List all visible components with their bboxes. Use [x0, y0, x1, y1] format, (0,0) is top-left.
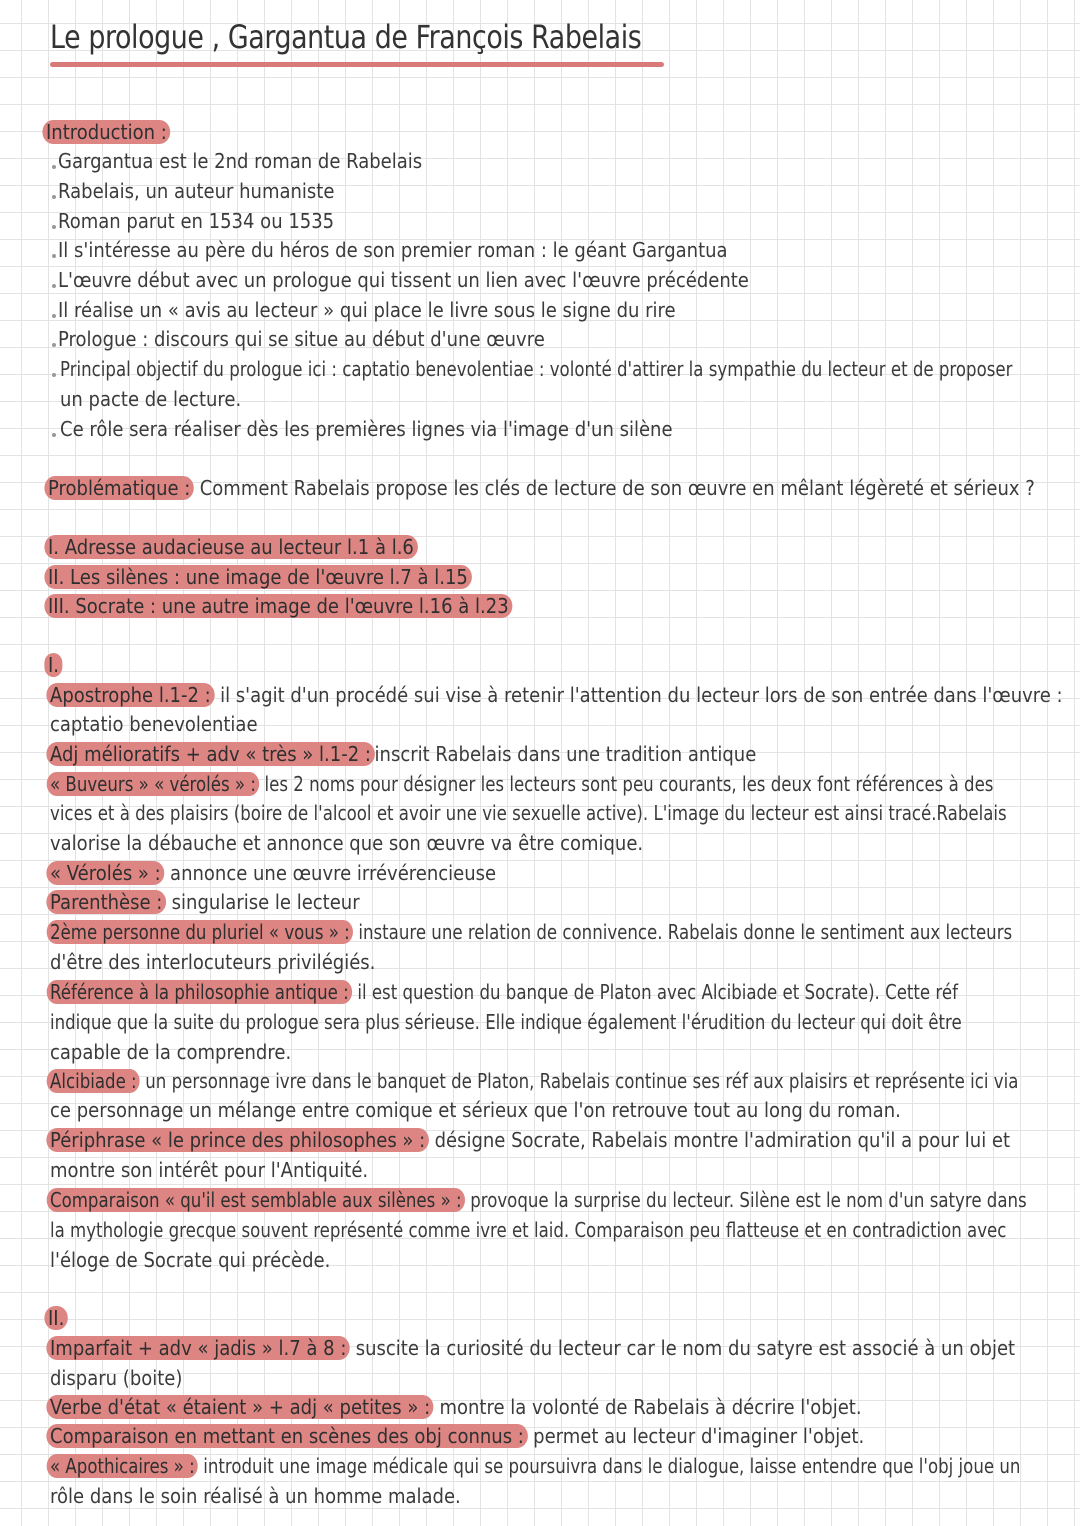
- page-title: Le prologue , Gargantua de François Rabelais: [50, 18, 642, 56]
- intro-item: Ce rôle sera réaliser dès les premières lignes via l'image d'un silène: [60, 417, 673, 441]
- part1-line: [50, 1008, 962, 1036]
- problematique-label: Problématique :: [44, 476, 194, 500]
- part2-line: [50, 1334, 1015, 1362]
- plan-item: [48, 533, 417, 561]
- intro-heading: [46, 118, 170, 146]
- part1-line: [50, 710, 258, 738]
- title-underline: [50, 62, 664, 67]
- line-text: montre la volonté de Rabelais à décrire l'objet.: [433, 1395, 862, 1419]
- line-text: inscrit Rabelais dans une tradition antique: [374, 742, 757, 766]
- bullet-icon: [52, 433, 56, 437]
- part1-heading: [48, 651, 63, 679]
- bullet-icon: [52, 165, 56, 169]
- term-highlight: Comparaison en mettant en scènes des obj connus :: [46, 1424, 527, 1448]
- intro-item: Prologue : discours qui se situe au début d'une œuvre: [58, 327, 545, 351]
- intro-item: Il réalise un « avis au lecteur » qui place le livre sous le signe du rire: [58, 298, 676, 322]
- intro-item: Principal objectif du prologue ici : captatio benevolentiae : volonté d'attirer la sympathie du lecteur et de proposer: [60, 357, 1013, 381]
- intro-item: Rabelais, un auteur humaniste: [58, 179, 335, 203]
- line-text: la mythologie grecque souvent représenté comme ivre et laid. Comparaison peu flatteuse et en contradiction avec: [50, 1218, 1007, 1242]
- line-text: rôle dans le soin réalisé à un homme malade.: [50, 1484, 461, 1508]
- part2-line: [50, 1452, 1020, 1480]
- line-text: montre son intérêt pour l'Antiquité.: [50, 1158, 369, 1182]
- line-text: introduit une image médicale qui se poursuivra dans le dialogue, laisse entendre que l'obj joue un: [197, 1454, 1021, 1478]
- line-text: les 2 noms pour désigner les lecteurs sont peu courants, les deux font références à des: [259, 772, 994, 796]
- line-text: capable de la comprendre.: [50, 1040, 292, 1064]
- part1-line: [50, 978, 958, 1006]
- line-text: disparu (boite): [50, 1366, 183, 1390]
- line-text: annonce une œuvre irrévérencieuse: [164, 861, 497, 885]
- term-highlight: Adj mélioratifs + adv « très » l.1-2 :: [46, 742, 374, 766]
- part1-heading-highlight: I.: [44, 653, 62, 677]
- part1-line: [50, 799, 1007, 827]
- part1-line: [50, 1067, 1018, 1095]
- term-highlight: Référence à la philosophie antique :: [47, 980, 352, 1004]
- line-text: indique que la suite du prologue sera plus sérieuse. Elle indique également l'érudition du lecteur qui doit être: [50, 1010, 962, 1034]
- line-text: provoque la surprise du lecteur. Silène est le nom d'un satyre dans: [464, 1188, 1027, 1212]
- part1-line: [50, 1126, 1010, 1154]
- intro-heading-highlight: Introduction :: [42, 120, 170, 144]
- line-text: d'être des interlocuteurs privilégiés.: [50, 950, 376, 974]
- part1-line: [50, 1096, 901, 1124]
- intro-item-continued: un pacte de lecture.: [60, 387, 242, 411]
- plan-item-highlight: III. Socrate : une autre image de l'œuvre l.16 à l.23: [44, 594, 512, 618]
- part1-line: [50, 770, 993, 798]
- part2-line: [50, 1422, 864, 1450]
- line-text: captatio benevolentiae: [50, 712, 258, 736]
- term-highlight: Verbe d'état « étaient » + adj « petites » :: [46, 1395, 433, 1419]
- term-highlight: 2ème personne du pluriel « vous » :: [47, 920, 353, 944]
- part1-line: [50, 859, 496, 887]
- bullet-icon: [52, 254, 56, 258]
- term-highlight: Comparaison « qu'il est semblable aux silènes » :: [47, 1188, 465, 1212]
- bullet-icon: [52, 314, 56, 318]
- bullet-icon: [52, 195, 56, 199]
- line-text: valorise la débauche et annonce que son œuvre va être comique.: [50, 831, 644, 855]
- line-text: suscite la curiosité du lecteur car le nom du satyre est associé à un objet: [349, 1336, 1016, 1360]
- line-text: un personnage ivre dans le banquet de Platon, Rabelais continue ses réf aux plaisirs et représente ici via: [139, 1069, 1019, 1093]
- term-highlight: Imparfait + adv « jadis » l.7 à 8 :: [46, 1336, 350, 1360]
- line-text: désigne Socrate, Rabelais montre l'admiration qu'il a pour lui et: [428, 1128, 1011, 1152]
- line-text: vices et à des plaisirs (boire de l'alcool et avoir une vie sexuelle active). L'image du lecteur est ainsi tracé.Rabelais: [50, 801, 1007, 825]
- intro-item: Roman parut en 1534 ou 1535: [58, 209, 335, 233]
- part1-line: [50, 1216, 1006, 1244]
- plan-item: [48, 563, 471, 591]
- part1-line: [50, 1186, 1027, 1214]
- line-text: il s'agit d'un procédé sui vise à retenir l'attention du lecteur lors de son entrée dans l'œuvre :: [214, 683, 1063, 707]
- line-text: instaure une relation de connivence. Rabelais donne le sentiment aux lecteurs: [353, 920, 1013, 944]
- bullet-icon: [52, 343, 56, 347]
- term-highlight: Périphrase « le prince des philosophes » :: [46, 1128, 428, 1152]
- intro-item: Gargantua est le 2nd roman de Rabelais: [58, 149, 423, 173]
- line-text: singularise le lecteur: [165, 890, 360, 914]
- term-highlight: « Vérolés » :: [46, 861, 164, 885]
- part1-line: [50, 918, 1012, 946]
- bullet-icon: [52, 225, 56, 229]
- part1-line: [50, 829, 643, 857]
- part1-line: [50, 948, 375, 976]
- plan-item: [48, 592, 512, 620]
- part1-line: [50, 740, 756, 768]
- part2-heading: [48, 1304, 68, 1332]
- part2-line: [50, 1364, 182, 1392]
- part1-line: [50, 1246, 330, 1274]
- line-text: permet au lecteur d'imaginer l'objet.: [527, 1424, 865, 1448]
- part2-heading-highlight: II.: [44, 1306, 68, 1330]
- bullet-icon: [52, 373, 56, 377]
- line-text: l'éloge de Socrate qui précède.: [50, 1248, 331, 1272]
- part2-line: [50, 1393, 862, 1421]
- intro-item: Il s'intéresse au père du héros de son premier roman : le géant Gargantua: [58, 238, 728, 262]
- part2-line: [50, 1482, 461, 1510]
- part1-line: [50, 1038, 291, 1066]
- part1-line: [50, 888, 360, 916]
- term-highlight: Apostrophe l.1-2 :: [46, 683, 214, 707]
- term-highlight: Alcibiade :: [47, 1069, 140, 1093]
- problematique-text: Comment Rabelais propose les clés de lecture de son œuvre en mêlant légèreté et sérieux ?: [193, 476, 1035, 500]
- problematique-line: [48, 474, 1035, 502]
- plan-item-highlight: I. Adresse audacieuse au lecteur l.1 à l.6: [44, 535, 417, 559]
- plan-item-highlight: II. Les silènes : une image de l'œuvre l.7 à l.15: [44, 565, 471, 589]
- term-highlight: « Buveurs » « vérolés » :: [47, 772, 260, 796]
- term-highlight: « Apothicaires » :: [47, 1454, 198, 1478]
- part1-line: [50, 1156, 368, 1184]
- line-text: il est question du banque de Platon avec Alcibiade et Socrate). Cette réf: [352, 980, 958, 1004]
- bullet-icon: [52, 284, 56, 288]
- line-text: ce personnage un mélange entre comique et sérieux que l'on retrouve tout au long du roman.: [50, 1098, 901, 1122]
- term-highlight: Parenthèse :: [46, 890, 166, 914]
- part1-line: [50, 681, 1063, 709]
- intro-item: L'œuvre début avec un prologue qui tissent un lien avec l'œuvre précédente: [58, 268, 749, 292]
